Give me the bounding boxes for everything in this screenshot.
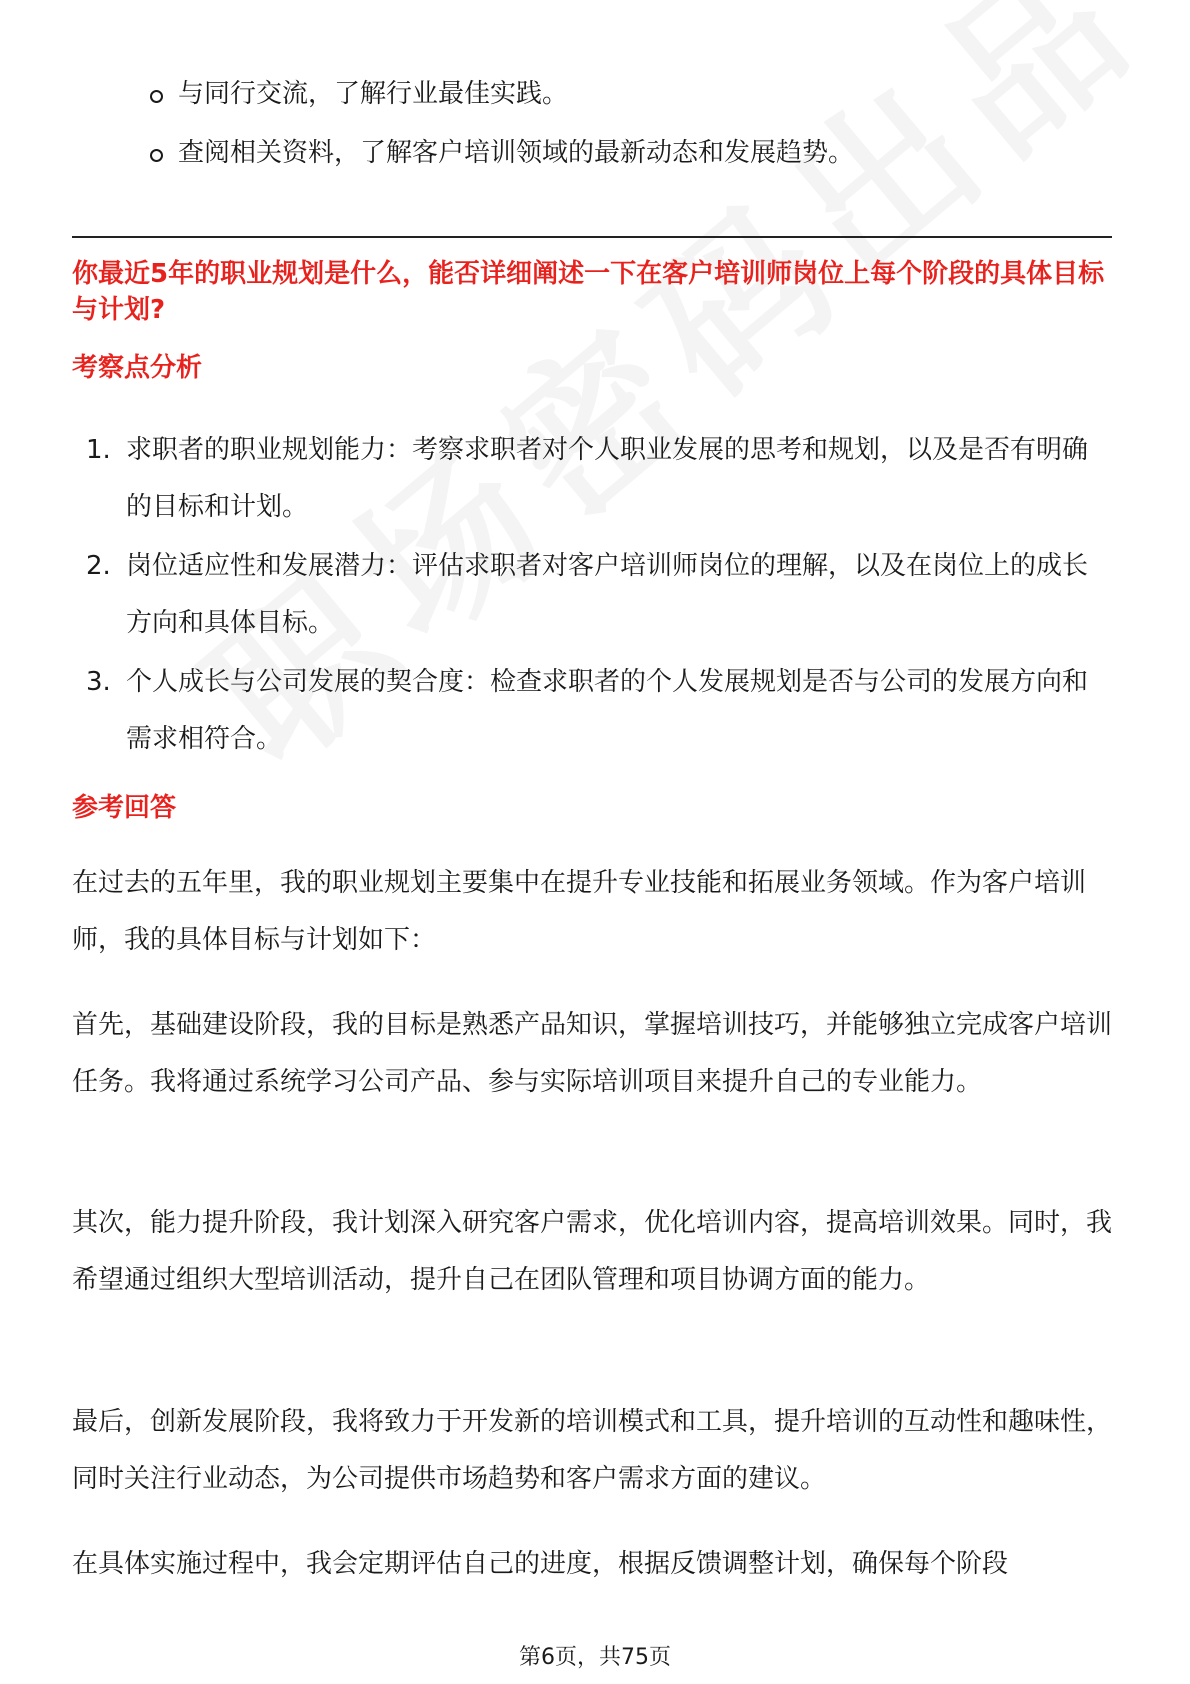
answer-paragraph: 其次，能力提升阶段，我计划深入研究客户需求，优化培训内容，提高培训效果。同时，我希望通过组织大型培训活动，提升自己在团队管理和项目协调方面的能力。	[72, 1208, 1113, 1295]
list-item: 与同行交流，了解行业最佳实践。	[150, 74, 854, 114]
list-item: 2. 岗位适应性和发展潜力：评估求职者对客户培训师岗位的理解，以及在岗位上的成长方向和具体目标。	[86, 551, 1089, 638]
answer-paragraph: 最后，创新发展阶段，我将致力于开发新的培训模式和工具，提升培训的互动性和趣味性，同时关注行业动态，为公司提供市场趋势和客户需求方面的建议。	[72, 1407, 1113, 1494]
list-item: 查阅相关资料，了解客户培训领域的最新动态和发展趋势。	[150, 133, 854, 173]
list-item: 3. 个人成长与公司发展的契合度：检查求职者的个人发展规划是否与公司的发展方向和需求相符合。	[86, 667, 1089, 754]
answer-paragraph: 首先，基础建设阶段，我的目标是熟悉产品知识，掌握培训技巧，并能够独立完成客户培训任务。我将通过系统学习公司产品、参与实际培训项目来提升自己的专业能力。	[72, 1010, 1113, 1097]
document-page	[72, 0, 1112, 1684]
answer-heading: 参考回答	[72, 793, 177, 823]
hollow-bullet-icon	[150, 90, 163, 103]
page-footer: 第6页，共75页	[519, 1645, 671, 1670]
analysis-heading: 考察点分析	[72, 353, 203, 383]
answer-paragraph: 在过去的五年里，我的职业规划主要集中在提升专业技能和拓展业务领域。作为客户培训师，我的具体目标与计划如下：	[72, 868, 1087, 955]
section-divider	[72, 236, 1112, 238]
answer-paragraph: 在具体实施过程中，我会定期评估自己的进度，根据反馈调整计划，确保每个阶段	[72, 1549, 1009, 1579]
list-item: 1. 求职者的职业规划能力：考察求职者对个人职业发展的思考和规划，以及是否有明确的目标和计划。	[86, 435, 1089, 522]
question-title: 你最近5年的职业规划是什么，能否详细阐述一下在客户培训师岗位上每个阶段的具体目标与计划?	[72, 259, 1105, 325]
hollow-bullet-icon	[150, 149, 163, 162]
sub-bullet-list	[150, 74, 854, 192]
analysis-list	[72, 422, 1112, 770]
